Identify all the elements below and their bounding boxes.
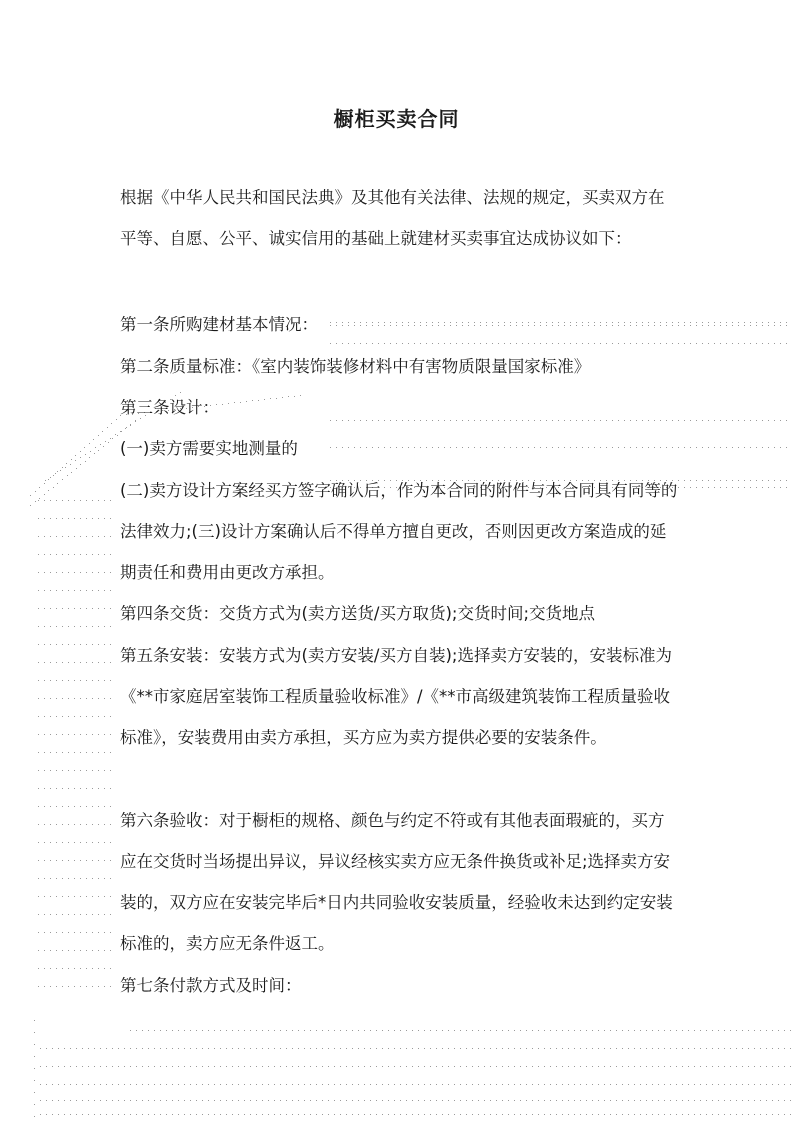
article-1-paragraph: 第一条所购建材基本情况：	[120, 315, 318, 334]
intro-paragraph: 根据《中华人民共和国民法典》及其他有关法律、法规的规定，买卖双方在平等、自愿、公平、诚实信用的基础上就建材买卖事宜达成协议如下：	[120, 188, 665, 248]
article-3-item-2-paragraph: (二)卖方设计方案经买方签字确认后，作为本合同的附件与本合同具有同等的法律效力;(三)设计方案确认后不得单方擅自更改，否则因更改方案造成的延期责任和费用由更改方承担。	[120, 481, 678, 582]
page-title: 橱柜买卖合同	[333, 107, 460, 131]
article-7-paragraph: 第七条付款方式及时间：	[120, 976, 302, 995]
article-3-paragraph: 第三条设计：	[120, 398, 219, 417]
article-6-paragraph: 第六条验收：对于橱柜的规格、颜色与约定不符或有其他表面瑕疵的，买方应在交货时当场提出异议，异议经核实卖方应无条件换货或补足;选择卖方安装的，双方应在安装完毕后*日内共同验收安装质量，经验收未达到约定安装标准的，卖方应无条件返工。	[120, 811, 673, 953]
article-3-item-1-paragraph: (一)卖方需要实地测量的	[120, 439, 298, 458]
article-2-paragraph: 第二条质量标准：《室内装饰装修材料中有害物质限量国家标准》	[120, 357, 591, 376]
article-5-paragraph: 第五条安装：安装方式为(卖方安装/买方自装);选择卖方安装的，安装标准为《**市家庭居室装饰工程质量验收标准》/《**市高级建筑装饰工程质量验收标准》，安装费用由卖方承担，买方应为卖方提供必要的安装条件。	[120, 646, 672, 747]
article-4-paragraph: 第四条交货：交货方式为(卖方送货/买方取货);交货时间;交货地点	[120, 604, 596, 623]
